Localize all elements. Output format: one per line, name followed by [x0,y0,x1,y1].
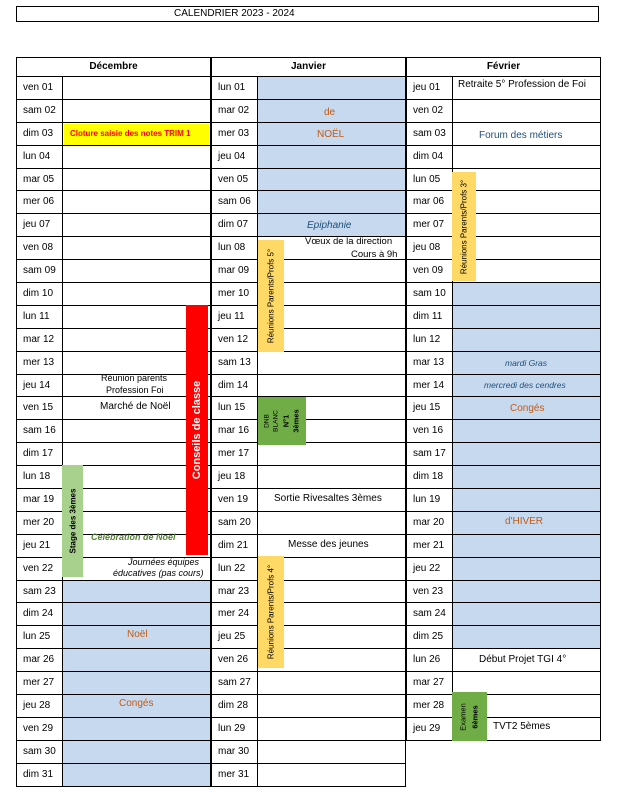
day-row [16,581,211,604]
month-header: Décembre [16,57,211,77]
day-row [406,191,601,214]
day-label: dim 03 [17,123,63,145]
day-label: lun 15 [212,397,258,419]
day-label: mar 19 [17,489,63,511]
examen-line2: 6èmes [470,704,480,729]
day-label: mar 06 [407,191,453,213]
day-cell [63,741,210,763]
day-label: mer 13 [17,352,63,374]
day-row [211,626,406,649]
day-row [211,169,406,192]
day-label: sam 17 [407,443,453,465]
day-label: mer 27 [17,672,63,694]
reunions-5-text: Réunions Parents/Profs 5° [266,248,276,344]
day-label: jeu 08 [407,237,453,259]
day-row [406,260,601,283]
day-row [16,352,211,375]
day-row [211,718,406,741]
voeux-line2: Cours à 9h [351,249,398,260]
mardi-gras: mardi Gras [505,358,548,368]
day-row [406,489,601,512]
day-cell [63,169,210,191]
day-label: mar 27 [407,672,453,694]
day-label: dim 14 [212,375,258,397]
day-label: mar 02 [212,100,258,122]
conseils-de-classe-bar [186,305,208,555]
day-row [406,214,601,237]
noel-label: Noël [127,629,148,640]
sortie-rivesaltes: Sortie Rivesaltes 3èmes [274,493,382,504]
noel-caps-label: NOËL [317,129,345,140]
day-row [406,397,601,420]
day-label: sam 09 [17,260,63,282]
day-label: dim 31 [17,764,63,786]
day-label: dim 10 [17,283,63,305]
day-label: lun 18 [17,466,63,488]
day-cell [63,283,210,305]
day-row [211,123,406,146]
day-row [406,146,601,169]
day-row [406,352,601,375]
day-row [16,237,211,260]
day-cell [258,169,405,191]
day-row [16,672,211,695]
day-row [211,558,406,581]
day-cell [258,443,405,465]
day-row [211,649,406,672]
day-label: sam 06 [212,191,258,213]
day-label: ven 15 [17,397,63,419]
voeux-line1: Vœux de la direction [305,236,393,247]
day-cell [63,260,210,282]
day-row [211,375,406,398]
day-label: mer 28 [407,695,453,717]
day-row [16,191,211,214]
day-label: dim 11 [407,306,453,328]
conges-december: Congés [119,698,154,709]
day-cell [258,146,405,168]
day-row [211,260,406,283]
day-label: jeu 15 [407,397,453,419]
day-label: jeu 18 [212,466,258,488]
day-row [211,100,406,123]
day-cell [63,603,210,625]
day-row [211,581,406,604]
day-cell [453,672,600,694]
day-row [16,626,211,649]
day-label: sam 30 [17,741,63,763]
day-label: sam 23 [17,581,63,603]
messe-jeunes: Messe des jeunes [288,539,369,550]
day-row [211,603,406,626]
day-cell [258,191,405,213]
conges-february: Congés [510,403,545,414]
day-label: jeu 07 [17,214,63,236]
day-row [16,214,211,237]
day-label: ven 26 [212,649,258,671]
day-cell [63,718,210,740]
day-cell [453,420,600,442]
day-label: ven 29 [17,718,63,740]
day-cell [453,306,600,328]
day-row [211,329,406,352]
day-cell [63,100,210,122]
tvt2-5emes: TVT2 5èmes [493,721,551,732]
day-cell [63,146,210,168]
day-label: mer 06 [17,191,63,213]
day-label: mar 13 [407,352,453,374]
month-column-december [16,57,211,787]
calendar-title: CALENDRIER 2023 - 2024 [16,6,599,22]
journees-line1: Journées équipes [128,557,200,567]
reunion-parents-line2: Profession Foi [106,385,164,395]
day-cell [258,375,405,397]
day-cell [453,329,600,351]
day-row [406,626,601,649]
day-row [211,306,406,329]
day-label: lun 29 [212,718,258,740]
day-label: mar 23 [212,581,258,603]
day-row [16,764,211,787]
debut-projet-tgi: Début Projet TGI 4° [479,654,567,665]
day-label: lun 12 [407,329,453,351]
day-cell [453,603,600,625]
day-label: ven 22 [17,558,63,580]
day-label: jeu 25 [212,626,258,648]
day-row [211,512,406,535]
day-label: jeu 14 [17,375,63,397]
day-row [16,466,211,489]
day-label: ven 16 [407,420,453,442]
day-label: ven 09 [407,260,453,282]
month-column-february [406,57,601,741]
day-label: lun 05 [407,169,453,191]
day-label: sam 02 [17,100,63,122]
day-label: mer 03 [212,123,258,145]
day-label: sam 24 [407,603,453,625]
day-row [406,283,601,306]
day-label: dim 04 [407,146,453,168]
day-cell [258,718,405,740]
day-label: jeu 29 [407,718,453,740]
day-label: mar 30 [212,741,258,763]
day-row [16,77,211,100]
day-row [16,260,211,283]
day-cell [453,100,600,122]
day-label: dim 21 [212,535,258,557]
day-label: sam 16 [17,420,63,442]
day-label: ven 23 [407,581,453,603]
de-label: de [324,107,336,118]
day-label: ven 12 [212,329,258,351]
day-cell [453,626,600,648]
day-label: lun 22 [212,558,258,580]
day-row [211,352,406,375]
day-cell [63,672,210,694]
day-cell [63,191,210,213]
examen-line1: Examen [458,702,468,731]
day-label: jeu 22 [407,558,453,580]
day-row [406,306,601,329]
day-row [16,489,211,512]
month-header: Février [406,57,601,77]
day-cell [258,672,405,694]
dnb-line2: BLANC [272,410,280,432]
day-label: dim 17 [17,443,63,465]
day-row [211,672,406,695]
day-label: mer 31 [212,764,258,786]
day-label: jeu 21 [17,535,63,557]
day-label: mer 10 [212,283,258,305]
day-label: mar 05 [17,169,63,191]
day-label: jeu 11 [212,306,258,328]
day-row [16,741,211,764]
day-cell [258,695,405,717]
day-label: ven 08 [17,237,63,259]
day-label: sam 10 [407,283,453,305]
day-row [211,146,406,169]
day-row [211,695,406,718]
celebration-noel: Célébration de Noël [91,532,176,542]
day-label: jeu 28 [17,695,63,717]
day-label: dim 25 [407,626,453,648]
day-cell [453,535,600,557]
day-label: mer 14 [407,375,453,397]
day-row [211,283,406,306]
day-row [406,420,601,443]
day-label: dim 18 [407,466,453,488]
mercredi-cendres: mercredi des cendres [484,380,566,390]
day-row [16,603,211,626]
reunions-4-text: Réunions Parents/Profs 4° [266,564,276,660]
day-cell [453,466,600,488]
day-row [406,603,601,626]
day-label: mer 17 [212,443,258,465]
day-label: ven 01 [17,77,63,99]
cloture-text: Cloture saisie des notes TRIM 1 [70,129,191,138]
day-row [406,169,601,192]
day-row [406,558,601,581]
day-label: ven 05 [212,169,258,191]
day-row [211,191,406,214]
day-cell [63,764,210,786]
month-column-january [211,57,406,787]
day-row [211,443,406,466]
day-label: mer 24 [212,603,258,625]
day-row [16,283,211,306]
day-row [406,581,601,604]
conseils-text: Conseils de classe [191,380,203,480]
dnb-line4: 3èmes [291,409,301,433]
reunions-5-bar [258,240,284,352]
reunions-4-bar [258,556,284,668]
day-row [211,741,406,764]
day-cell [453,283,600,305]
day-cell [63,581,210,603]
examen-6emes-block [452,692,487,741]
cloture-banner [64,124,209,145]
day-cell [258,77,405,99]
day-label: mar 26 [17,649,63,671]
day-row [406,329,601,352]
day-row [406,512,601,535]
day-label: sam 03 [407,123,453,145]
day-label: ven 19 [212,489,258,511]
day-row [406,100,601,123]
day-row [16,100,211,123]
journees-line2: éducatives (pas cours) [113,568,204,578]
day-label: jeu 01 [407,77,453,99]
day-row [211,77,406,100]
hiver-label: d'HIVER [505,516,544,527]
day-cell [453,146,600,168]
dnb-blanc-block [258,397,306,445]
day-cell [453,558,600,580]
day-label: mer 20 [17,512,63,534]
day-cell [63,214,210,236]
day-row [406,672,601,695]
reunion-parents-line1: Réunion parents [101,373,168,383]
day-row [406,466,601,489]
day-row [406,535,601,558]
marche-noel: Marché de Noël [100,401,171,412]
day-cell [453,443,600,465]
day-label: lun 08 [212,237,258,259]
epiphanie: Epiphanie [307,220,352,231]
day-label: mar 16 [212,420,258,442]
day-label: mer 21 [407,535,453,557]
day-label: mar 12 [17,329,63,351]
day-row [406,443,601,466]
day-label: jeu 04 [212,146,258,168]
day-label: dim 24 [17,603,63,625]
day-label: sam 20 [212,512,258,534]
day-row [16,443,211,466]
day-row [16,695,211,718]
month-header: Janvier [211,57,406,77]
day-cell [63,77,210,99]
day-cell [63,649,210,671]
day-row [16,169,211,192]
day-label: lun 25 [17,626,63,648]
day-row [211,397,406,420]
day-row [16,146,211,169]
day-row [16,306,211,329]
day-row [211,764,406,787]
day-row [211,466,406,489]
day-row [406,237,601,260]
day-cell [453,489,600,511]
forum-metiers: Forum des métiers [479,130,563,141]
day-label: ven 02 [407,100,453,122]
day-label: dim 28 [212,695,258,717]
day-label: mer 07 [407,214,453,236]
day-row [16,649,211,672]
day-cell [453,581,600,603]
day-cell [258,764,405,786]
day-cell [258,352,405,374]
stage-3emes-text: Stage des 3èmes [68,488,77,554]
day-label: mar 20 [407,512,453,534]
day-row [211,420,406,443]
day-label: lun 04 [17,146,63,168]
stage-3emes-bar [62,465,83,577]
dnb-line3: N°1 [281,414,291,428]
reunions-3-bar [452,172,476,281]
dnb-line1: DNB [263,414,271,428]
day-label: mar 09 [212,260,258,282]
day-cell [258,466,405,488]
day-row [16,329,211,352]
retraite-profession-foi: Retraite 5° Profession de Foi [458,79,586,90]
day-cell [258,741,405,763]
day-label: lun 26 [407,649,453,671]
day-label: lun 01 [212,77,258,99]
day-label: lun 19 [407,489,453,511]
day-label: lun 11 [17,306,63,328]
day-row [406,695,601,718]
day-row [16,718,211,741]
day-cell [258,512,405,534]
day-cell [63,237,210,259]
day-row [16,420,211,443]
day-label: sam 13 [212,352,258,374]
day-label: sam 27 [212,672,258,694]
day-label: dim 07 [212,214,258,236]
reunions-3-text: Réunions Parents/Profs 3° [459,179,469,274]
